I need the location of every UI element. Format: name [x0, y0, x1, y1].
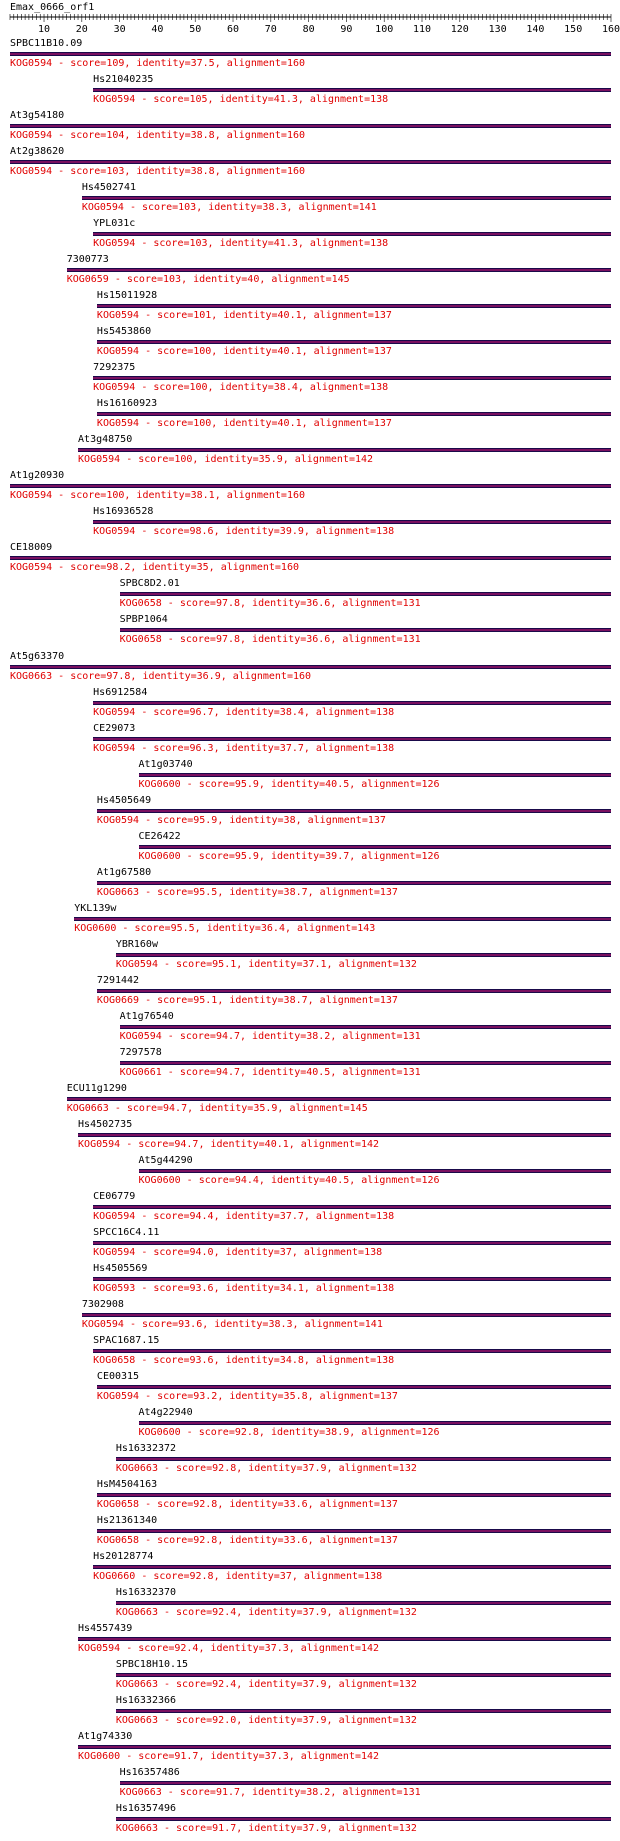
hit-description: KOG0659 - score=103, identity=40, alignment=145	[66, 274, 350, 286]
hit-row[interactable]	[97, 1479, 611, 1515]
hit-alignment-bar[interactable]	[97, 340, 611, 344]
hit-name[interactable]: At2g38620	[10, 146, 65, 158]
hit-description: KOG0594 - score=94.0, identity=37, alignment=138	[93, 1246, 383, 1258]
hit-description: KOG0594 - score=101, identity=40.1, alignment=137	[96, 310, 392, 322]
ruler-tick-label: 50	[189, 24, 202, 35]
hit-row[interactable]	[139, 1155, 611, 1191]
hit-alignment-bar[interactable]	[10, 484, 611, 488]
hit-row[interactable]	[97, 975, 611, 1011]
hit-name[interactable]: Hs16357496	[115, 1803, 177, 1815]
hit-description: KOG0600 - score=92.8, identity=38.9, alignment=126	[138, 1427, 440, 1439]
hit-alignment-bar[interactable]	[82, 1313, 611, 1317]
ruler-tick-label: 160	[601, 24, 620, 35]
hit-alignment-bar[interactable]	[93, 737, 611, 741]
hit-description: KOG0594 - score=105, identity=41.3, alignment=138	[93, 94, 389, 106]
hit-description: KOG0594 - score=100, identity=38.4, alignment=138	[93, 382, 389, 394]
hit-alignment-bar[interactable]	[10, 665, 611, 669]
hit-row[interactable]	[93, 362, 611, 398]
hit-description: KOG0669 - score=95.1, identity=38.7, alignment=137	[96, 994, 398, 1006]
hit-description: KOG0663 - score=92.4, identity=37.9, alignment=132	[115, 1679, 417, 1691]
hit-description: KOG0594 - score=96.7, identity=38.4, alignment=138	[93, 706, 395, 718]
hit-row[interactable]	[116, 1443, 611, 1479]
hit-name[interactable]: Hs20128774	[93, 1551, 154, 1563]
hit-row[interactable]	[97, 795, 611, 831]
hit-row[interactable]	[97, 1371, 611, 1407]
hit-alignment-bar[interactable]	[93, 1349, 611, 1353]
hit-description: KOG0600 - score=95.9, identity=40.5, alignment=126	[138, 778, 440, 790]
hit-description: KOG0663 - score=92.0, identity=37.9, alignment=132	[115, 1715, 417, 1727]
hit-name[interactable]: HsM4504163	[96, 1479, 158, 1491]
hit-row[interactable]	[97, 1515, 611, 1551]
hit-alignment-bar[interactable]	[93, 1565, 611, 1569]
hit-row[interactable]	[67, 1083, 611, 1119]
hit-row[interactable]	[139, 1407, 611, 1443]
hit-name[interactable]: Hs21361340	[96, 1515, 158, 1527]
hit-alignment-bar[interactable]	[116, 1709, 611, 1713]
hit-row[interactable]	[97, 867, 611, 903]
hit-row[interactable]	[93, 506, 611, 542]
hit-description: KOG0600 - score=94.4, identity=40.5, alignment=126	[138, 1174, 440, 1186]
hit-row[interactable]	[93, 1335, 611, 1371]
hit-name[interactable]: 7297578	[119, 1046, 162, 1058]
hit-alignment-bar[interactable]	[78, 448, 611, 452]
hit-alignment-bar[interactable]	[67, 268, 611, 272]
hit-description: KOG0663 - score=94.7, identity=35.9, alignment=145	[66, 1102, 368, 1114]
hit-description: KOG0594 - score=94.4, identity=37.7, alignment=138	[93, 1210, 395, 1222]
hit-name[interactable]: Hs16332366	[115, 1695, 177, 1707]
hit-row[interactable]	[120, 1011, 611, 1047]
hit-row[interactable]	[93, 687, 611, 723]
ruler-tick-label: 120	[450, 24, 469, 35]
hit-row[interactable]	[116, 1695, 611, 1731]
hit-row[interactable]	[78, 1119, 611, 1155]
ruler-tick-label: 10	[37, 24, 51, 35]
hit-description: KOG0600 - score=91.7, identity=37.3, alignment=142	[78, 1751, 380, 1763]
hit-name[interactable]: 7292375	[93, 362, 136, 374]
hit-row[interactable]	[82, 182, 611, 218]
hit-name[interactable]: SPBC11B10.09	[10, 38, 83, 49]
hit-name[interactable]: Hs4505569	[93, 1263, 148, 1275]
hit-row[interactable]	[82, 1299, 611, 1335]
hit-name[interactable]: CE29073	[93, 722, 136, 734]
hit-name[interactable]: YBR160w	[115, 938, 158, 950]
hit-alignment-bar[interactable]	[139, 773, 611, 777]
hit-description: KOG0658 - score=97.8, identity=36.6, alignment=131	[119, 598, 421, 610]
hit-alignment-bar[interactable]	[93, 88, 611, 92]
ruler-tick-label: 140	[526, 24, 545, 35]
hit-name[interactable]: 7300773	[66, 254, 109, 266]
hit-description: KOG0594 - score=98.2, identity=35, alignment=160	[10, 562, 299, 574]
hit-alignment-bar[interactable]	[139, 845, 611, 849]
hit-name[interactable]: Hs16357486	[119, 1767, 180, 1779]
hit-row[interactable]	[97, 326, 611, 362]
hit-row[interactable]	[93, 1263, 611, 1299]
hit-name[interactable]: Hs5453860	[96, 326, 152, 338]
hit-name[interactable]: CE06779	[93, 1190, 136, 1202]
hit-name[interactable]: SPCC16C4.11	[93, 1226, 160, 1238]
hit-description: KOG0594 - score=103, identity=41.3, alignment=138	[93, 238, 389, 250]
hit-description: KOG0594 - score=103, identity=38.8, alignment=160	[10, 166, 306, 178]
hit-name[interactable]: At5g63370	[10, 650, 65, 662]
hit-row[interactable]	[116, 1803, 611, 1839]
hit-name[interactable]: SPBC8D2.01	[119, 578, 180, 590]
hit-alignment-bar[interactable]	[78, 1637, 611, 1641]
hit-alignment-bar[interactable]	[120, 1025, 611, 1029]
hit-description: KOG0658 - score=93.6, identity=34.8, alignment=138	[93, 1355, 395, 1367]
hit-row[interactable]	[139, 831, 611, 867]
hit-name[interactable]: At1g76540	[119, 1010, 174, 1022]
hit-row[interactable]	[97, 398, 611, 434]
hit-name[interactable]: CE26422	[138, 830, 181, 842]
hit-description: KOG0594 - score=103, identity=38.3, alignment=141	[81, 202, 377, 214]
hit-row[interactable]	[139, 759, 611, 795]
hit-name[interactable]: At5g44290	[138, 1154, 193, 1166]
hit-alignment-bar[interactable]	[116, 1673, 611, 1677]
hit-alignment-bar[interactable]	[93, 701, 611, 705]
ruler-tick-label: 60	[226, 24, 240, 35]
hit-description: KOG0600 - score=95.9, identity=39.7, alignment=126	[138, 850, 440, 862]
hit-alignment-bar[interactable]	[74, 917, 611, 921]
hit-row[interactable]	[120, 1047, 611, 1083]
hit-description: KOG0594 - score=94.7, identity=40.1, alignment=142	[78, 1138, 380, 1150]
hit-alignment-bar[interactable]	[93, 232, 611, 236]
hit-row[interactable]	[78, 1731, 611, 1767]
hit-description: KOG0594 - score=100, identity=40.1, alignment=137	[96, 418, 392, 430]
hit-name[interactable]: Hs4502735	[78, 1118, 133, 1130]
hit-alignment-bar[interactable]	[116, 1457, 611, 1461]
hit-name[interactable]: At3g48750	[78, 434, 133, 446]
ruler-tick-label: 130	[488, 24, 507, 35]
hit-row[interactable]	[116, 1659, 611, 1695]
hit-row[interactable]	[67, 254, 611, 290]
hit-description: KOG0663 - score=95.5, identity=38.7, alignment=137	[96, 886, 398, 898]
hit-description: KOG0594 - score=98.6, identity=39.9, alignment=138	[93, 526, 395, 538]
hit-row[interactable]	[93, 1227, 611, 1263]
hit-description: KOG0594 - score=94.7, identity=38.2, alignment=131	[119, 1030, 421, 1042]
hit-alignment-bar[interactable]	[97, 881, 611, 885]
hit-name[interactable]: At1g67580	[96, 866, 152, 878]
hit-row[interactable]	[74, 903, 611, 939]
hit-alignment-bar[interactable]	[120, 628, 611, 632]
hit-alignment-bar[interactable]	[97, 989, 611, 993]
hit-alignment-bar[interactable]	[93, 1277, 611, 1281]
hit-name[interactable]: CE18009	[10, 542, 53, 554]
hit-description: KOG0594 - score=100, identity=35.9, alignment=142	[78, 454, 374, 466]
hit-name[interactable]: Hs15011928	[96, 290, 158, 302]
hit-alignment-bar[interactable]	[93, 1241, 611, 1245]
hit-row[interactable]	[10, 38, 611, 74]
hit-alignment-bar[interactable]	[97, 1385, 611, 1389]
hit-alignment-bar[interactable]	[10, 160, 611, 164]
hit-row[interactable]	[93, 74, 611, 110]
hit-name[interactable]: At4g22940	[138, 1407, 193, 1419]
hit-row[interactable]	[10, 470, 611, 506]
ruler-tick-label: 110	[412, 24, 432, 35]
hit-name[interactable]: Hs4557439	[78, 1623, 133, 1635]
hit-row[interactable]	[116, 1587, 611, 1623]
hit-description: KOG0594 - score=95.1, identity=37.1, alignment=132	[115, 958, 417, 970]
hit-description: KOG0663 - score=92.4, identity=37.9, alignment=132	[115, 1607, 417, 1619]
hit-name[interactable]: Hs16160923	[96, 398, 158, 410]
hit-alignment-bar[interactable]	[97, 304, 611, 308]
hit-name[interactable]: At1g74330	[78, 1731, 133, 1743]
hit-description: KOG0594 - score=93.6, identity=38.3, alignment=141	[81, 1319, 383, 1331]
hit-name[interactable]: SPAC1687.15	[93, 1335, 160, 1347]
ruler-tick-label: 40	[151, 24, 164, 35]
ruler-tick-label: 20	[75, 24, 88, 35]
hit-alignment-bar[interactable]	[93, 520, 611, 524]
hit-description: KOG0663 - score=91.7, identity=38.2, alignment=131	[119, 1787, 421, 1799]
hit-row[interactable]	[120, 614, 611, 650]
hit-name[interactable]: Hs16936528	[93, 506, 154, 518]
hit-description: KOG0661 - score=94.7, identity=40.5, alignment=131	[119, 1066, 421, 1078]
hit-row[interactable]	[78, 434, 611, 470]
hit-name[interactable]: At1g20930	[10, 470, 65, 482]
hit-name[interactable]: YKL139w	[74, 902, 117, 914]
hit-name[interactable]: YPL031c	[93, 218, 136, 230]
hit-name[interactable]: 7302908	[81, 1299, 124, 1311]
hit-name[interactable]: Hs21040235	[93, 74, 154, 86]
hit-name[interactable]: Hs4505649	[96, 794, 152, 806]
hit-alignment-bar[interactable]	[10, 556, 611, 560]
hit-alignment-bar[interactable]	[97, 1493, 611, 1497]
ruler-tick-label: 100	[375, 24, 394, 35]
hit-alignment-bar[interactable]	[67, 1097, 611, 1101]
hit-row[interactable]	[10, 651, 611, 687]
hit-alignment-bar[interactable]	[93, 1205, 611, 1209]
hit-name[interactable]: SPBC18H10.15	[115, 1659, 189, 1671]
hit-row[interactable]	[93, 723, 611, 759]
hit-alignment-bar[interactable]	[82, 196, 611, 200]
hit-name[interactable]: Hs4502741	[81, 182, 136, 194]
ruler-tick-label: 30	[113, 24, 126, 35]
hit-alignment-bar[interactable]	[116, 953, 611, 957]
ruler-tick-label: 70	[264, 24, 277, 35]
hit-alignment-bar[interactable]	[120, 592, 611, 596]
hit-name[interactable]: Hs16332372	[115, 1443, 177, 1455]
hit-name[interactable]: At1g03740	[138, 758, 193, 770]
hit-description: KOG0594 - score=109, identity=37.5, alignment=160	[10, 58, 306, 69]
hit-alignment-bar[interactable]	[10, 124, 611, 128]
hit-alignment-bar[interactable]	[139, 1169, 611, 1173]
hit-description: KOG0594 - score=100, identity=40.1, alignment=137	[96, 346, 392, 358]
hit-alignment-bar[interactable]	[97, 809, 611, 813]
hit-alignment-bar[interactable]	[116, 1601, 611, 1605]
hit-row[interactable]	[78, 1623, 611, 1659]
hit-alignment-bar[interactable]	[116, 1817, 611, 1821]
hit-name[interactable]: SPBP1064	[119, 614, 168, 626]
hit-description: KOG0594 - score=104, identity=38.8, alignment=160	[10, 130, 306, 142]
hit-alignment-bar[interactable]	[10, 52, 611, 56]
hit-row[interactable]	[93, 218, 611, 254]
hit-row[interactable]	[120, 1767, 611, 1803]
hit-alignment-bar[interactable]	[78, 1133, 611, 1137]
query-title: Emax_0666_orf1	[10, 2, 95, 13]
hit-alignment-bar[interactable]	[97, 412, 611, 416]
ruler-tick-label: 150	[564, 24, 583, 35]
hit-description: KOG0658 - score=92.8, identity=33.6, alignment=137	[96, 1499, 398, 1511]
hit-alignment-bar[interactable]	[139, 1421, 611, 1425]
hit-row[interactable]	[10, 542, 611, 578]
hit-name[interactable]: ECU11g1290	[66, 1082, 127, 1094]
hit-alignment-bar[interactable]	[78, 1745, 611, 1749]
hit-description: KOG0594 - score=95.9, identity=38, alignment=137	[96, 814, 386, 826]
hit-description: KOG0593 - score=93.6, identity=34.1, alignment=138	[93, 1283, 395, 1295]
hit-row[interactable]	[97, 290, 611, 326]
hit-row[interactable]	[10, 110, 611, 146]
hit-description: KOG0594 - score=93.2, identity=35.8, alignment=137	[96, 1391, 398, 1403]
hit-alignment-bar[interactable]	[93, 376, 611, 380]
hit-row[interactable]	[93, 1191, 611, 1227]
hit-description: KOG0663 - score=97.8, identity=36.9, alignment=160	[10, 670, 312, 682]
hit-description: KOG0594 - score=92.4, identity=37.3, alignment=142	[78, 1643, 380, 1655]
hit-row[interactable]	[10, 146, 611, 182]
hit-description: KOG0658 - score=97.8, identity=36.6, alignment=131	[119, 634, 421, 646]
hit-description: KOG0663 - score=91.7, identity=37.9, alignment=132	[115, 1823, 417, 1835]
hit-alignment-bar[interactable]	[120, 1781, 611, 1785]
hit-description: KOG0663 - score=92.8, identity=37.9, alignment=132	[115, 1463, 417, 1475]
hit-name[interactable]: CE00315	[96, 1371, 140, 1383]
hit-name[interactable]: 7291442	[96, 974, 140, 986]
hit-description: KOG0600 - score=95.5, identity=36.4, alignment=143	[74, 922, 376, 934]
hit-alignment-bar[interactable]	[120, 1061, 611, 1065]
hit-description: KOG0594 - score=100, identity=38.1, alignment=160	[10, 490, 306, 502]
hit-row[interactable]	[120, 578, 611, 614]
hit-name[interactable]: At3g54180	[10, 110, 65, 122]
hit-description: KOG0658 - score=92.8, identity=33.6, alignment=137	[96, 1535, 398, 1547]
hit-name[interactable]: Hs6912584	[93, 686, 148, 698]
hit-name[interactable]: Hs16332370	[115, 1587, 177, 1599]
hit-row[interactable]	[93, 1551, 611, 1587]
hit-description: KOG0660 - score=92.8, identity=37, alignment=138	[93, 1571, 383, 1583]
hit-description: KOG0594 - score=96.3, identity=37.7, alignment=138	[93, 742, 395, 754]
ruler-tick-label: 90	[340, 24, 353, 35]
ruler-tick-label: 80	[302, 24, 315, 35]
hit-row[interactable]	[116, 939, 611, 975]
hit-alignment-bar[interactable]	[97, 1529, 611, 1533]
